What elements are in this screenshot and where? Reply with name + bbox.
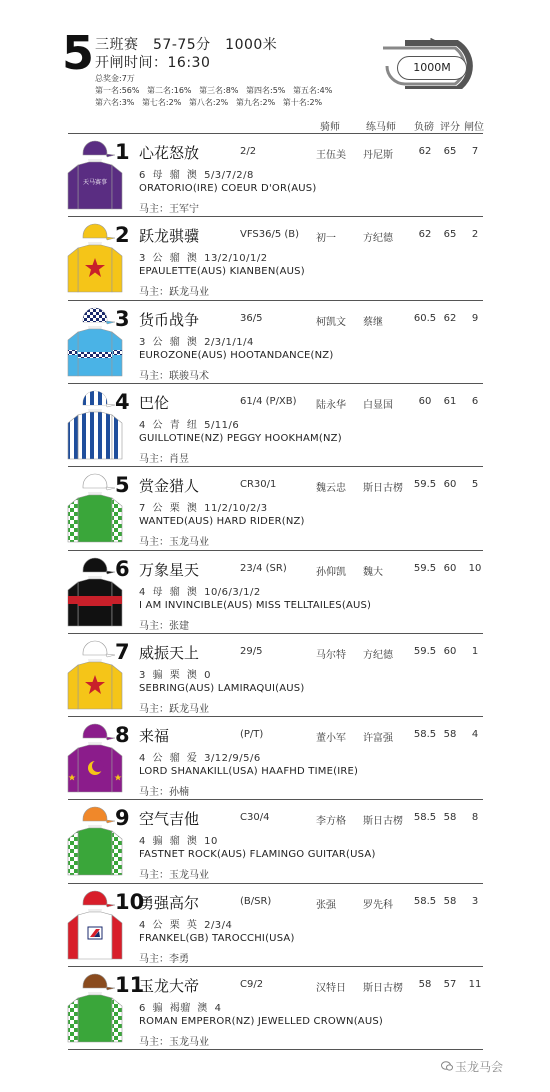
jockey-name: 魏云忠 (316, 483, 346, 495)
svg-text:天马赛事: 天马赛事 (82, 179, 108, 186)
weight-value: 60 (418, 395, 432, 407)
horse-number: 10 (115, 889, 145, 914)
recent-rating: (P/T) (240, 729, 264, 741)
wechat-icon (441, 1061, 453, 1071)
owner: 马主：玉龙马业 (139, 537, 209, 549)
horse-name: 赏金猎人 (139, 477, 200, 496)
jockey-name: 王伍美 (316, 150, 346, 161)
prize-split: 第八名:2% (188, 98, 229, 107)
horse-name: 玉龙大帝 (139, 977, 200, 995)
column-header-score: 评分 (440, 122, 460, 133)
jockey-name: 张强 (316, 899, 336, 911)
entry-row (0, 800, 550, 883)
divider (68, 1049, 483, 1050)
owner: 马主：王军宁 (139, 204, 199, 215)
gate-value: 6 (471, 395, 479, 407)
column-header-trainer: 练马师 (366, 122, 396, 133)
gate-value: 4 (471, 729, 479, 741)
recent-rating: 29/5 (240, 645, 263, 657)
gate-value: 5 (471, 479, 479, 491)
entry-row (0, 884, 550, 967)
score-value: 58 (443, 812, 457, 824)
weight-value: 58.5 (413, 895, 437, 907)
horse-name: 跃龙骐骥 (139, 227, 200, 246)
column-header-gate: 闸位 (464, 122, 484, 133)
gate-value: 2 (471, 229, 479, 241)
weight-value: 59.5 (413, 645, 437, 657)
trainer-name: 蔡继 (363, 316, 383, 328)
entry-row (0, 384, 550, 467)
horse-name: 空气吉他 (139, 810, 200, 829)
trainer-name: 斯日古楞 (363, 983, 403, 994)
weight-value: 58.5 (413, 729, 437, 741)
trainer-name: 方纪德 (363, 649, 393, 661)
horse-name: 货币战争 (139, 310, 200, 329)
weight-value: 58.5 (413, 812, 437, 824)
gate-value: 10 (468, 562, 482, 574)
entry-row (0, 301, 550, 384)
entry-row (0, 217, 550, 300)
jockey-name: 孙仰凯 (316, 566, 346, 578)
horse-info: 6 母 骝 澳 5/3/7/2/8 (139, 170, 254, 181)
breeding: EPAULETTE(AUS) KIANBEN(AUS) (139, 266, 305, 278)
breeding: GUILLOTINE(NZ) PEGGY HOOKHAM(NZ) (139, 432, 342, 444)
jockey-name: 李方格 (316, 816, 346, 828)
prize-split: 第四名:5% (246, 86, 286, 95)
owner: 马主：联骏马术 (139, 370, 209, 382)
entry-row (0, 467, 550, 550)
score-value: 58 (443, 729, 457, 741)
distance-badge: 1000M (397, 56, 467, 80)
score-value: 60 (443, 479, 457, 491)
weight-value: 59.5 (413, 479, 437, 491)
weight-value: 62 (418, 146, 432, 157)
trainer-name: 魏大 (363, 566, 383, 578)
horse-info: 3 骟 栗 澳 0 (139, 669, 211, 681)
prize-split: 第五名:4% (292, 86, 333, 95)
jockey-name: 柯凯文 (316, 316, 346, 328)
prize-split: 第六名:3% (95, 98, 135, 107)
horse-number: 5 (115, 473, 130, 498)
race-title: 三班赛 57-75分 1000米 (95, 37, 278, 53)
horse-name: 巴伦 (139, 393, 170, 412)
horse-info: 4 公 栗 英 2/3/4 (139, 919, 233, 931)
prize-split: 第九名:2% (235, 98, 276, 107)
race-number: 5 (62, 26, 95, 80)
horse-info: 7 公 栗 澳 11/2/10/2/3 (139, 503, 268, 515)
score-value: 60 (443, 562, 457, 574)
owner: 马主：张建 (139, 620, 189, 632)
horse-info: 6 骟 褐骝 澳 4 (139, 1003, 222, 1014)
gate-value: 11 (468, 979, 482, 990)
owner: 马主：李勇 (139, 953, 189, 965)
weight-value: 58 (418, 979, 432, 990)
gate-value: 1 (471, 645, 479, 657)
recent-rating: C9/2 (240, 979, 264, 990)
owner: 马主：跃龙马业 (139, 703, 209, 715)
race-start-time: 开闸时间：16:30 (95, 55, 211, 71)
prize-split: 第一名:56% (95, 86, 140, 95)
recent-rating: (B/SR) (240, 895, 272, 907)
horse-number: 7 (115, 639, 130, 664)
owner: 马主：跃龙马业 (139, 287, 209, 299)
score-value: 57 (443, 979, 457, 990)
breeding: ORATORIO(IRE) COEUR D'OR(AUS) (139, 183, 317, 194)
recent-rating: 23/4 (SR) (240, 562, 287, 574)
horse-info: 4 公 青 纽 5/11/6 (139, 419, 240, 431)
prize-split-row-1 (95, 85, 337, 96)
owner: 马主：玉龙马业 (139, 1037, 209, 1048)
jockey-name: 陆永华 (316, 399, 346, 411)
gate-value: 7 (471, 146, 479, 157)
score-value: 65 (443, 146, 457, 157)
recent-rating: CR30/1 (240, 479, 277, 491)
jockey-name: 初一 (316, 233, 336, 245)
score-value: 62 (443, 312, 457, 324)
horse-number: 9 (115, 806, 130, 831)
horse-number: 2 (115, 223, 130, 248)
gate-value: 8 (471, 812, 479, 824)
owner: 马主：玉龙马业 (139, 870, 209, 882)
owner: 马主：肖昱 (139, 453, 189, 465)
score-value: 60 (443, 645, 457, 657)
horse-number: 11 (115, 973, 145, 997)
horse-name: 威振天上 (139, 643, 200, 662)
jockey-name: 马尔特 (316, 649, 346, 661)
horse-number: 3 (115, 306, 130, 331)
horse-number: 4 (115, 389, 130, 414)
jockey-name: 董小军 (316, 733, 346, 745)
breeding: I AM INVINCIBLE(AUS) MISS TELLTAILES(AUS) (139, 599, 372, 611)
entry-row (0, 134, 550, 217)
entry-row (0, 551, 550, 634)
jockey-name: 汉特日 (316, 983, 346, 994)
score-value: 65 (443, 229, 457, 241)
breeding: ROMAN EMPEROR(NZ) JEWELLED CROWN(AUS) (139, 1016, 384, 1027)
recent-rating: C30/4 (240, 812, 270, 824)
race-header (0, 0, 550, 135)
recent-rating: 36/5 (240, 312, 263, 324)
trainer-name: 白显国 (363, 399, 393, 411)
horse-info: 4 母 骝 澳 10/6/3/1/2 (139, 586, 261, 598)
weight-value: 62 (418, 229, 432, 241)
breeding: EUROZONE(AUS) HOOTANDANCE(NZ) (139, 349, 334, 361)
column-header-jockey: 骑师 (320, 122, 340, 133)
trainer-name: 斯日古楞 (363, 816, 403, 828)
trainer-name: 罗先科 (363, 899, 393, 911)
gate-value: 3 (471, 895, 479, 907)
gate-value: 9 (471, 312, 479, 324)
prize-split-row-2 (95, 97, 327, 108)
column-header-weight: 负磅 (414, 122, 434, 133)
horse-number: 1 (115, 140, 130, 164)
entry-row (0, 634, 550, 717)
trainer-name: 方纪德 (363, 233, 393, 245)
horse-info: 3 公 骝 澳 2/3/1/1/4 (139, 336, 254, 348)
score-value: 61 (443, 395, 457, 407)
horse-name: 心花怒放 (139, 144, 200, 162)
breeding: FRANKEL(GB) TAROCCHI(USA) (139, 932, 295, 944)
weight-value: 59.5 (413, 562, 437, 574)
horse-name: 勇强高尔 (139, 893, 200, 912)
horse-number: 6 (115, 556, 130, 581)
owner: 马主：孙楠 (139, 787, 189, 799)
breeding: FASTNET ROCK(AUS) FLAMINGO GUITAR(USA) (139, 849, 376, 861)
prize-split: 第三名:8% (199, 86, 239, 95)
recent-rating: 2/2 (240, 146, 257, 157)
weight-value: 60.5 (413, 312, 437, 324)
recent-rating: VFS36/5 (B) (240, 229, 300, 241)
score-value: 58 (443, 895, 457, 907)
horse-name: 来福 (139, 727, 170, 746)
horse-info: 4 公 骝 爱 3/12/9/5/6 (139, 753, 261, 765)
horse-name: 万象星天 (139, 560, 200, 579)
recent-rating: 61/4 (P/XB) (240, 395, 297, 407)
prize-split: 第二名:16% (147, 86, 192, 95)
trainer-name: 许富强 (363, 733, 393, 745)
watermark: 玉龙马会 (455, 1060, 504, 1074)
horse-info: 4 骟 骝 澳 10 (139, 836, 218, 848)
breeding: SEBRING(AUS) LAMIRAQUI(AUS) (139, 682, 305, 694)
entry-row (0, 717, 550, 800)
prize-total: 总奖金:7万 (95, 74, 135, 83)
entry-row (0, 967, 550, 1050)
breeding: LORD SHANAKILL(USA) HAAFHD TIME(IRE) (139, 766, 359, 778)
trainer-name: 丹尼斯 (363, 150, 393, 161)
prize-split: 第十名:2% (282, 98, 323, 107)
trainer-name: 斯日古楞 (363, 483, 403, 495)
horse-number: 8 (115, 723, 130, 748)
breeding: WANTED(AUS) HARD RIDER(NZ) (139, 516, 305, 528)
horse-info: 3 公 骝 澳 13/2/10/1/2 (139, 253, 268, 265)
prize-split: 第七名:2% (141, 98, 182, 107)
